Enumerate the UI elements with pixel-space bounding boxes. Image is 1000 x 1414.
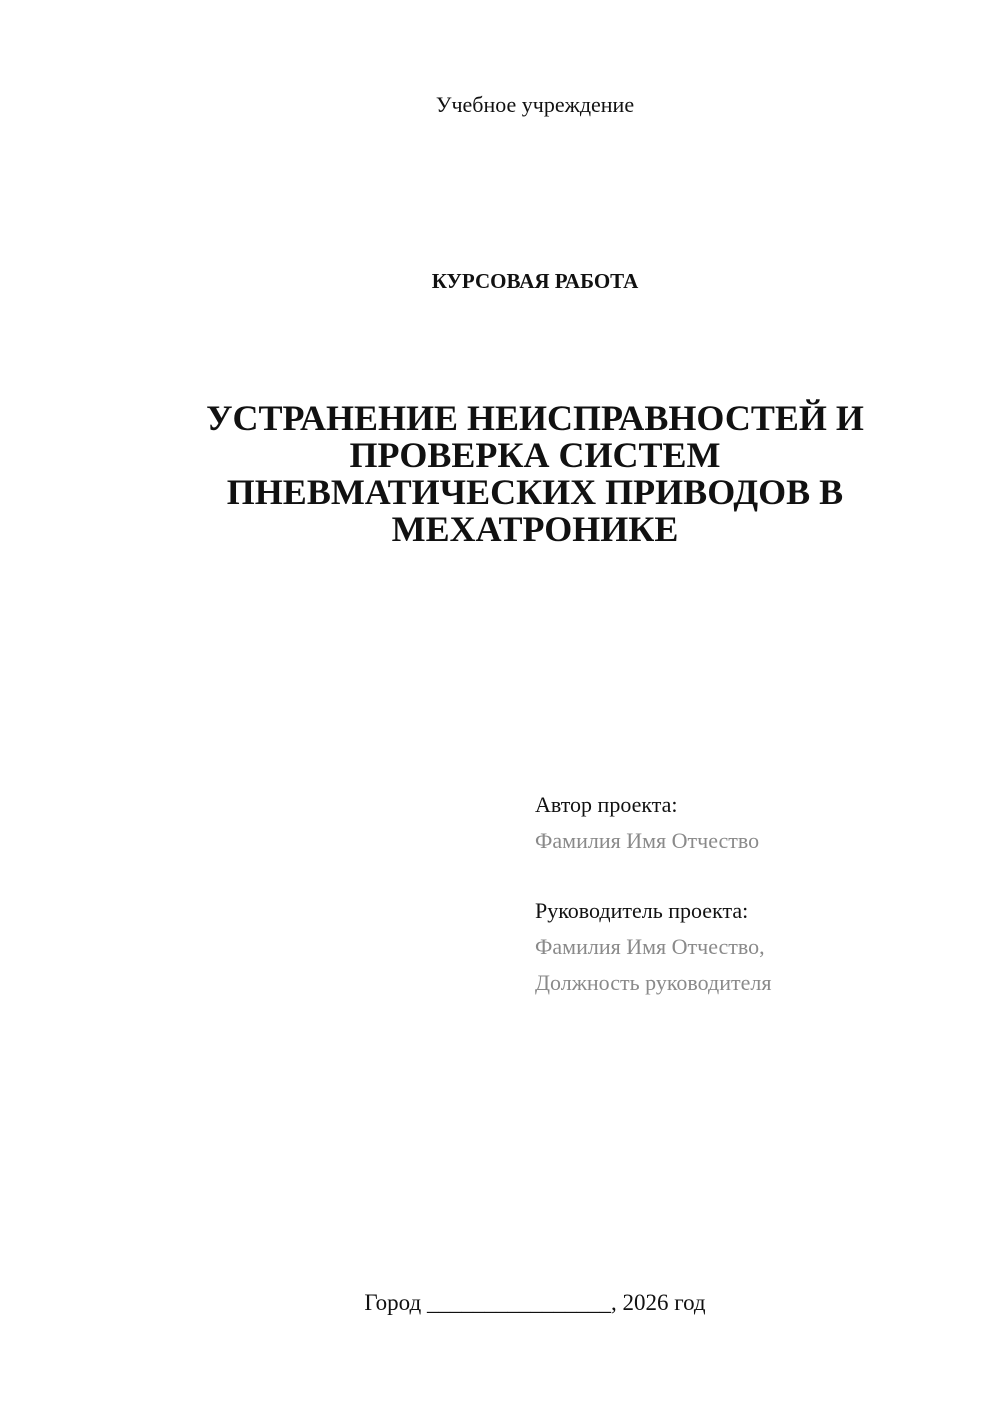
author-label: Автор проекта:: [535, 792, 678, 817]
supervisor-label: Руководитель проекта:: [535, 898, 749, 923]
supervisor-position: Должность руководителя: [535, 970, 772, 995]
supervisor-name: Фамилия Имя Отчество,: [535, 934, 765, 959]
title-line-1: УСТРАНЕНИЕ НЕИСПРАВНОСТЕЙ И: [206, 398, 864, 438]
institution-name: Учебное учреждение: [435, 92, 635, 117]
title-line-3: ПНЕВМАТИЧЕСКИХ ПРИВОДОВ В: [226, 472, 844, 512]
info-spacer: [535, 859, 771, 893]
city-year-line: Город ________________, 2026 год: [364, 1290, 706, 1315]
work-type-heading: КУРСОВАЯ РАБОТА: [431, 269, 639, 293]
title-line-2: ПРОВЕРКА СИСТЕМ: [349, 435, 721, 475]
project-info-block: [535, 787, 771, 1001]
author-name: Фамилия Имя Отчество: [535, 828, 760, 853]
document-title: [140, 400, 930, 548]
title-line-4: МЕХАТРОНИКЕ: [391, 509, 679, 549]
